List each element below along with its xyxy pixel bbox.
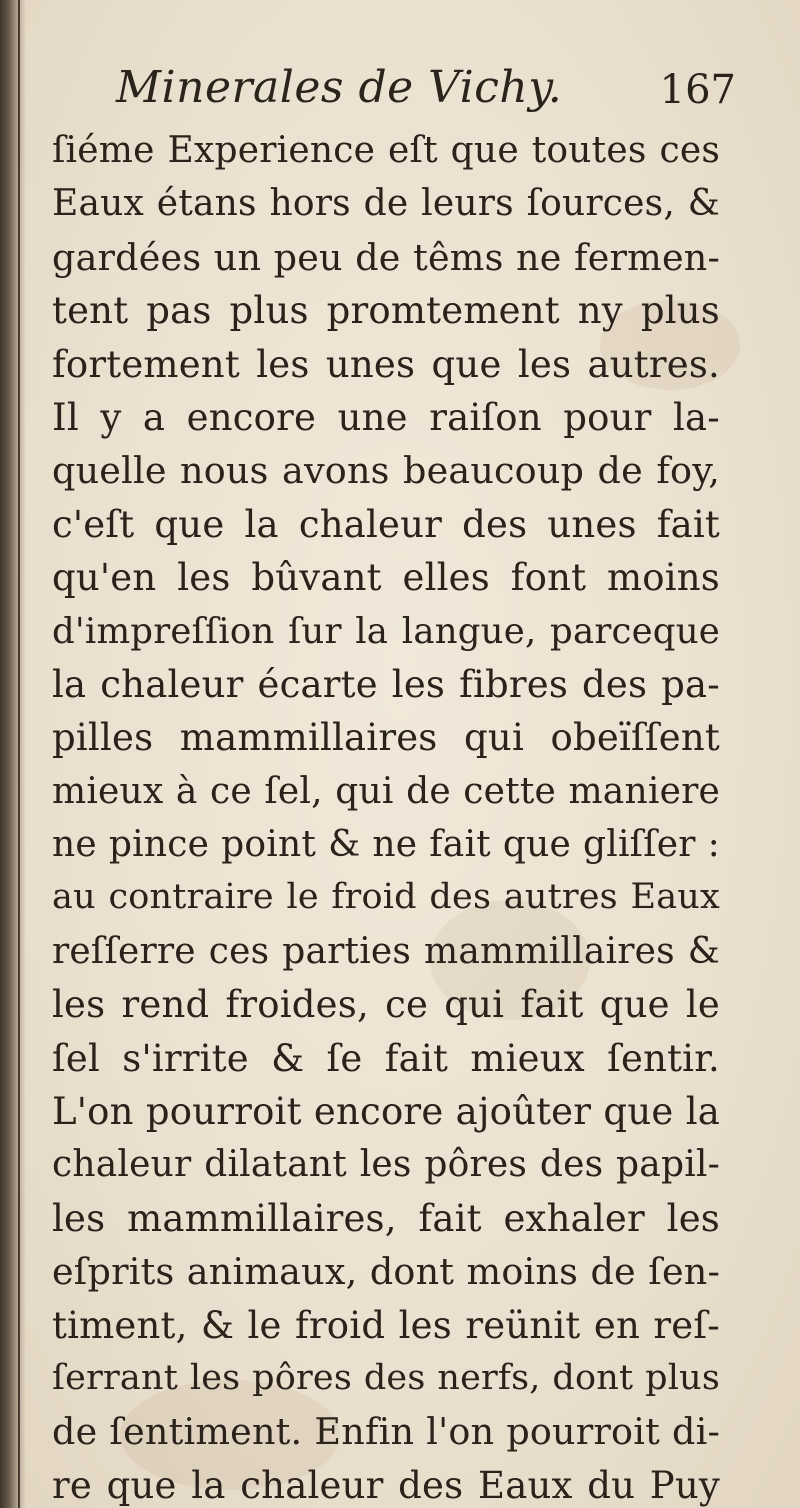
- running-head: [52, 60, 772, 120]
- text-line: fortement les unes que les autres.: [52, 342, 720, 386]
- text-line: ſel s'irrite & ſe fait mieux ſentir.: [52, 1036, 720, 1080]
- text-line: d'impreſſion ſur la langue, parceque: [52, 610, 720, 652]
- text-line: pilles mammillaires qui obeïſſent: [52, 716, 720, 760]
- text-line: les rend froides, ce qui fait que le: [52, 983, 720, 1027]
- page-number: 167: [659, 67, 736, 113]
- text-line: ſerrant les pôres des nerfs, dont plus: [52, 1357, 720, 1398]
- text-line: chaleur dilatant les pôres des papil-: [52, 1144, 720, 1186]
- text-line: re que la chaleur des Eaux du Puy: [52, 1463, 720, 1507]
- text-line: ne pince point & ne fait que gliſſer :: [52, 824, 720, 866]
- text-line: les mammillaires, fait exhaler les: [52, 1196, 720, 1240]
- text-line: la chaleur écarte les fibres des pa-: [52, 662, 720, 706]
- text-line: tent pas plus promtement ny plus: [52, 289, 720, 333]
- running-title: Minerales de Vichy.: [116, 62, 563, 113]
- text-line: mieux à ce ſel, qui de cette maniere: [52, 770, 720, 812]
- text-line: c'eſt que la chaleur des unes fait: [52, 502, 720, 546]
- text-line: L'on pourroit encore ajoûter que la: [52, 1090, 720, 1134]
- body-text: [52, 124, 720, 1508]
- text-line: ſiéme Experience eſt que toutes ces: [52, 130, 720, 171]
- text-line: de ſentiment. Enfin l'on pourroit di-: [52, 1410, 720, 1454]
- text-line: gardées un peu de têms ne fermen-: [52, 235, 720, 279]
- text-line: au contraire le froid des autres Eaux: [52, 877, 720, 918]
- text-line: Eaux étans hors de leurs ſources, &: [52, 183, 720, 225]
- text-line: Il y a encore une raiſon pour la-: [52, 395, 720, 439]
- text-line: quelle nous avons beaucoup de foy,: [52, 449, 720, 493]
- text-line: qu'en les bûvant elles font moins: [52, 556, 720, 600]
- text-line: reſſerre ces parties mammillaires &: [52, 930, 720, 972]
- binding-line: [18, 0, 20, 1508]
- binding-edge: [0, 0, 26, 1508]
- text-line: eſprits animaux, dont moins de ſen-: [52, 1250, 720, 1294]
- text-line: timent, & le froid les reünit en reſ-: [52, 1303, 720, 1347]
